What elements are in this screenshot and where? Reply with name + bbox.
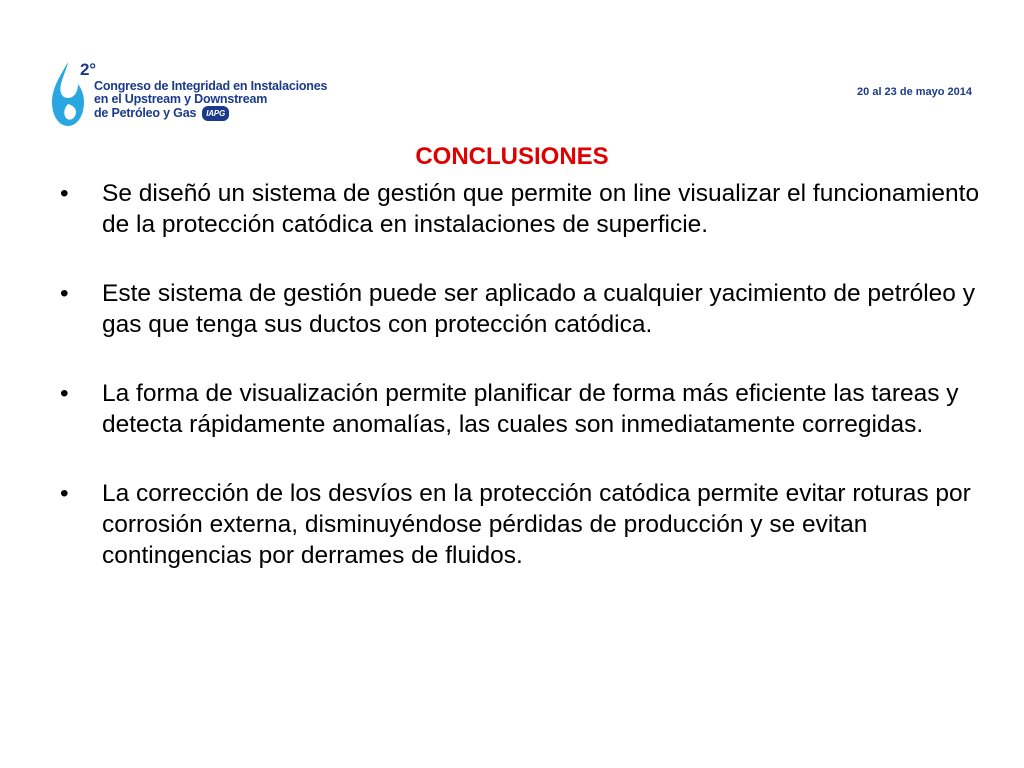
- conclusion-text-2: Este sistema de gestión puede ser aplicado a cualquier yacimiento de petróleo y gas que tenga sus ductos con protección catódica.: [102, 280, 975, 338]
- bullet-marker: •: [60, 280, 69, 307]
- conclusion-text-4: La corrección de los desvíos en la protección catódica permite evitar roturas por corrosión externa, disminuyéndose pérdidas de producción y se evitan contingencias por derrames de fluidos.: [102, 480, 971, 569]
- congress-line-2: en el Upstream y Downstream: [94, 92, 268, 106]
- bullet-marker: •: [60, 480, 69, 507]
- bullet-marker: •: [60, 180, 69, 207]
- conclusions-list: [60, 178, 980, 609]
- conclusion-text-3: La forma de visualización permite planificar de forma más eficiente las tareas y detecta rápidamente anomalías, las cuales son inmediatamente corregidas.: [102, 380, 959, 438]
- iapg-badge: IAPG: [202, 106, 229, 121]
- congress-line-3: de Petróleo y Gas: [94, 106, 197, 120]
- conclusion-text-1: Se diseñó un sistema de gestión que permite on line visualizar el funcionamiento de la protección catódica en instalaciones de superficie.: [102, 180, 980, 238]
- slide-header: [0, 0, 1024, 135]
- conclusion-item-4: [60, 478, 980, 571]
- congress-logo-text: [80, 60, 328, 121]
- bullet-marker: •: [60, 380, 69, 407]
- event-dates: 20 al 23 de mayo 2014: [857, 86, 972, 98]
- congress-ordinal: 2°: [80, 60, 96, 79]
- conclusion-item-2: [60, 278, 980, 340]
- slide-title-text: CONCLUSIONES: [415, 143, 609, 170]
- conclusion-item-1: [60, 178, 980, 240]
- conclusion-item-3: [60, 378, 980, 440]
- congress-line-1: Congreso de Integridad en Instalaciones: [94, 79, 328, 93]
- slide-title: [0, 143, 1024, 171]
